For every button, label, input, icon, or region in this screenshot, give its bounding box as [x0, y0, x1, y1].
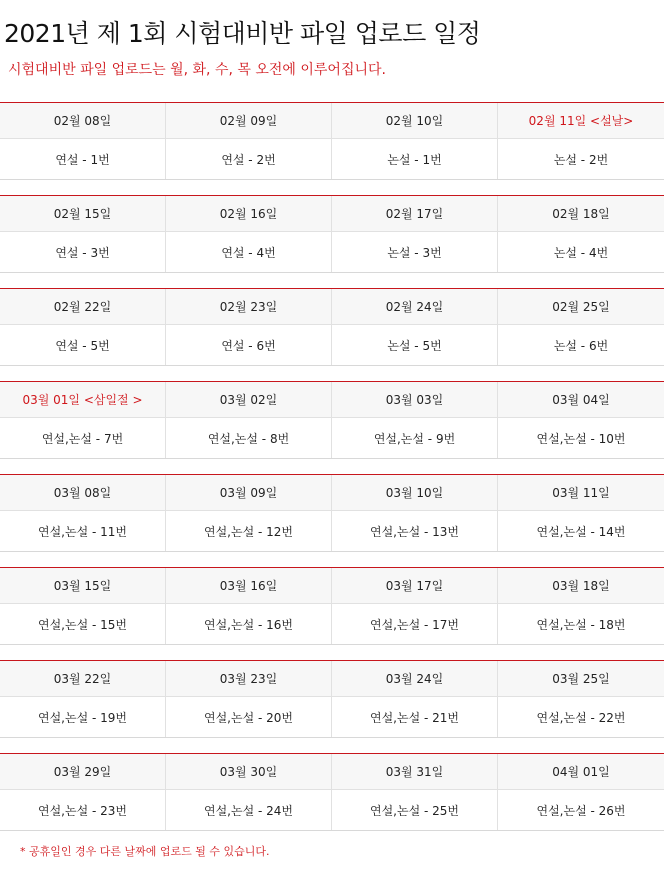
- subject-cell: 연설,논설 - 9번: [332, 418, 498, 458]
- date-row: [0, 661, 664, 697]
- subject-cell: 논설 - 3번: [332, 232, 498, 272]
- date-cell: 03월 08일: [0, 475, 166, 510]
- date-cell: 03월 03일: [332, 382, 498, 417]
- subject-cell: 논설 - 2번: [553, 152, 609, 167]
- date-cell: 03월 30일: [166, 754, 332, 789]
- subject-row: [0, 790, 664, 830]
- schedule-week: [0, 753, 664, 831]
- schedule-week: [0, 381, 664, 459]
- subject-cell: 연설,논설 - 24번: [166, 790, 332, 830]
- subject-row: [0, 418, 664, 458]
- upload-schedule-table: [0, 102, 664, 846]
- subject-row: [0, 232, 664, 272]
- subject-cell: 연설 - 2번: [166, 139, 332, 179]
- date-cell: 03월 23일: [166, 661, 332, 696]
- date-cell: 03월 31일: [332, 754, 498, 789]
- subject-cell: 연설,논설 - 11번: [0, 511, 166, 551]
- schedule-week: [0, 474, 664, 552]
- date-cell: 02월 17일: [332, 196, 498, 231]
- date-cell: 02월 23일: [166, 289, 332, 324]
- date-cell: 03월 17일: [332, 568, 498, 603]
- date-cell: 03월 16일: [166, 568, 332, 603]
- subject-cell: 연설 - 1번: [0, 139, 166, 179]
- subject-cell: 연설,논설 - 10번: [536, 431, 626, 446]
- date-cell: 03월 15일: [0, 568, 166, 603]
- subject-cell: 연설,논설 - 26번: [536, 803, 626, 818]
- date-cell: 02월 09일: [166, 103, 332, 138]
- subject-cell: 연설,논설 - 14번: [536, 524, 626, 539]
- subject-cell: 논설 - 4번: [553, 245, 609, 260]
- holiday-footnote: * 공휴일인 경우 다른 날짜에 업로드 될 수 있습니다.: [20, 845, 270, 858]
- schedule-week: [0, 195, 664, 273]
- date-cell: 02월 24일: [332, 289, 498, 324]
- date-cell: 02월 08일: [0, 103, 166, 138]
- date-row: [0, 568, 664, 604]
- date-cell: 03월 11일: [552, 486, 610, 500]
- date-row: [0, 289, 664, 325]
- schedule-week: [0, 288, 664, 366]
- date-cell: 02월 18일: [552, 207, 610, 221]
- schedule-week: [0, 567, 664, 645]
- subject-cell: 연설,논설 - 19번: [0, 697, 166, 737]
- subject-cell: 연설 - 4번: [166, 232, 332, 272]
- date-cell: 03월 02일: [166, 382, 332, 417]
- subject-cell: 연설,논설 - 20번: [166, 697, 332, 737]
- subject-row: [0, 511, 664, 551]
- subject-row: [0, 604, 664, 644]
- date-cell: 03월 18일: [552, 579, 610, 593]
- date-row: [0, 754, 664, 790]
- subject-cell: 논설 - 5번: [332, 325, 498, 365]
- schedule-notice: 시험대비반 파일 업로드는 월, 화, 수, 목 오전에 이루어집니다.: [8, 62, 386, 78]
- date-cell: 03월 25일: [552, 672, 610, 686]
- subject-row: [0, 139, 664, 179]
- subject-cell: 연설 - 5번: [0, 325, 166, 365]
- subject-cell: 연설,논설 - 21번: [332, 697, 498, 737]
- subject-cell: 연설,논설 - 8번: [166, 418, 332, 458]
- date-row: [0, 382, 664, 418]
- subject-cell: 논설 - 1번: [332, 139, 498, 179]
- subject-cell: 연설,논설 - 7번: [0, 418, 166, 458]
- date-cell: 03월 09일: [166, 475, 332, 510]
- subject-cell: 연설,논설 - 22번: [536, 710, 626, 725]
- subject-cell: 연설,논설 - 18번: [536, 617, 626, 632]
- subject-row: [0, 325, 664, 365]
- subject-cell: 연설,논설 - 15번: [0, 604, 166, 644]
- subject-cell: 연설 - 3번: [0, 232, 166, 272]
- subject-cell: 연설,논설 - 16번: [166, 604, 332, 644]
- date-cell: 03월 10일: [332, 475, 498, 510]
- subject-row: [0, 697, 664, 737]
- date-cell: 02월 25일: [552, 300, 610, 314]
- subject-cell: 연설,논설 - 23번: [0, 790, 166, 830]
- date-cell: 04월 01일: [552, 765, 610, 779]
- date-cell: 02월 10일: [332, 103, 498, 138]
- date-cell: 03월 04일: [552, 393, 610, 407]
- date-row: [0, 196, 664, 232]
- date-row: [0, 475, 664, 511]
- date-cell: 02월 11일 <설날>: [528, 114, 634, 128]
- date-cell: 02월 16일: [166, 196, 332, 231]
- subject-cell: 연설 - 6번: [166, 325, 332, 365]
- subject-cell: 연설,논설 - 25번: [332, 790, 498, 830]
- date-cell: 03월 22일: [0, 661, 166, 696]
- subject-cell: 연설,논설 - 17번: [332, 604, 498, 644]
- date-cell: 03월 24일: [332, 661, 498, 696]
- subject-cell: 연설,논설 - 13번: [332, 511, 498, 551]
- date-row: [0, 103, 664, 139]
- schedule-week: [0, 102, 664, 180]
- page-title: 2021년 제 1회 시험대비반 파일 업로드 일정: [4, 19, 481, 48]
- subject-cell: 연설,논설 - 12번: [166, 511, 332, 551]
- date-cell: 02월 22일: [0, 289, 166, 324]
- subject-cell: 논설 - 6번: [553, 338, 609, 353]
- schedule-week: [0, 660, 664, 738]
- date-cell: 03월 01일 <삼일절 >: [0, 382, 166, 417]
- date-cell: 03월 29일: [0, 754, 166, 789]
- date-cell: 02월 15일: [0, 196, 166, 231]
